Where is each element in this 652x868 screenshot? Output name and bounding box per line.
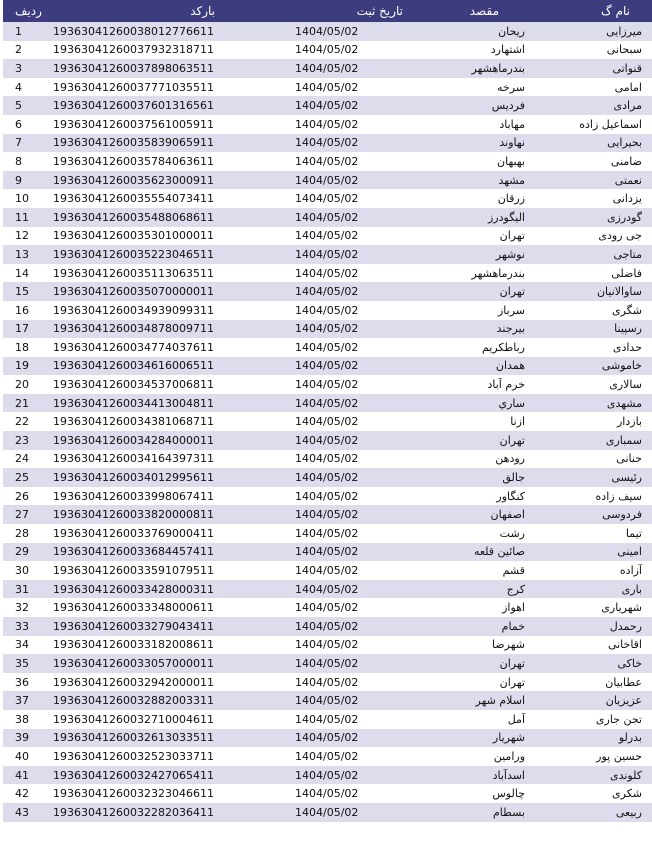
barcode-cell: 19363041260038012776611: [53, 24, 214, 38]
row-number: 18: [15, 340, 29, 354]
row-number: 3: [15, 61, 22, 75]
name-cell: میرزایی: [606, 24, 642, 38]
destination-cell: نوشهر: [495, 247, 525, 261]
row-number: 1: [15, 24, 22, 38]
table-row[interactable]: [3, 710, 652, 729]
destination-cell: جالق: [502, 471, 525, 485]
date-cell: 1404/05/02: [295, 61, 359, 75]
row-number: 41: [15, 768, 29, 782]
barcode-cell: 19363041260033820000811: [53, 508, 214, 522]
row-number: 13: [15, 247, 29, 261]
date-cell: 1404/05/02: [295, 471, 359, 485]
destination-cell: خرم آباد: [487, 378, 525, 392]
name-cell: حدادی: [612, 340, 642, 354]
name-cell: سیف زاده: [595, 489, 642, 503]
destination-cell: بسطام: [492, 805, 525, 819]
row-number: 30: [15, 564, 29, 578]
row-number: 5: [15, 99, 22, 113]
destination-cell: تهران: [499, 285, 525, 299]
date-cell: 1404/05/02: [295, 322, 359, 336]
destination-cell: نهاوند: [499, 136, 525, 150]
table-row[interactable]: [3, 59, 652, 78]
name-cell: حنانی: [616, 452, 642, 466]
name-cell: عطابیان: [605, 675, 642, 689]
barcode-cell: 19363041260035488068611: [53, 210, 214, 224]
table-row[interactable]: [3, 524, 652, 543]
barcode-cell: 19363041260032323046611: [53, 787, 214, 801]
date-cell: 1404/05/02: [295, 619, 359, 633]
date-cell: 1404/05/02: [295, 99, 359, 113]
date-cell: 1404/05/02: [295, 117, 359, 131]
row-number: 39: [15, 731, 29, 745]
table-row[interactable]: [3, 729, 652, 748]
destination-cell: رباطکریم: [481, 340, 525, 354]
destination-cell: زرقان: [497, 192, 525, 206]
row-number: 31: [15, 582, 29, 596]
destination-cell: بندرماهشهر: [471, 266, 525, 280]
barcode-cell: 19363041260032613033511: [53, 731, 214, 745]
barcode-cell: 19363041260035113063511: [53, 266, 214, 280]
table-row[interactable]: [3, 543, 652, 562]
date-cell: 1404/05/02: [295, 229, 359, 243]
header-date[interactable]: تاریخ ثبت: [356, 4, 403, 18]
row-number: 7: [15, 136, 22, 150]
destination-cell: اسدآباد: [492, 768, 525, 782]
barcode-cell: 19363041260034284000011: [53, 433, 214, 447]
date-cell: 1404/05/02: [295, 564, 359, 578]
row-number: 36: [15, 675, 29, 689]
destination-cell: آمل: [507, 712, 525, 726]
name-cell: جی رودی: [598, 229, 642, 243]
row-number: 11: [15, 210, 29, 224]
destination-cell: کنگاور: [496, 489, 525, 503]
table-row[interactable]: [3, 598, 652, 617]
name-cell: شکری: [612, 787, 642, 801]
name-cell: امینی: [617, 545, 642, 559]
name-cell: بدرلو: [618, 731, 642, 745]
barcode-cell: 19363041260035623000911: [53, 173, 214, 187]
date-cell: 1404/05/02: [295, 340, 359, 354]
row-number: 21: [15, 396, 29, 410]
destination-cell: مشهد: [498, 173, 525, 187]
date-cell: 1404/05/02: [295, 192, 359, 206]
date-cell: 1404/05/02: [295, 452, 359, 466]
destination-cell: چالوس: [492, 787, 525, 801]
row-number: 34: [15, 638, 29, 652]
table-row[interactable]: [3, 78, 652, 97]
row-number: 28: [15, 526, 29, 540]
table-row[interactable]: [3, 580, 652, 599]
date-cell: 1404/05/02: [295, 508, 359, 522]
table-row[interactable]: [3, 264, 652, 283]
barcode-cell: 19363041260034413004811: [53, 396, 214, 410]
row-number: 38: [15, 712, 29, 726]
destination-cell: اشتهارد: [490, 43, 525, 57]
barcode-cell: 19363041260034164397311: [53, 452, 214, 466]
table-row[interactable]: [3, 189, 652, 208]
table-row[interactable]: [3, 561, 652, 580]
name-cell: گودرزی: [606, 210, 642, 224]
date-cell: 1404/05/02: [295, 768, 359, 782]
date-cell: 1404/05/02: [295, 526, 359, 540]
row-number: 6: [15, 117, 22, 131]
table-row[interactable]: [3, 505, 652, 524]
row-number: 40: [15, 749, 29, 763]
table-row[interactable]: [3, 784, 652, 803]
barcode-cell: 19363041260032942000011: [53, 675, 214, 689]
row-number: 26: [15, 489, 29, 503]
table-row[interactable]: [3, 152, 652, 171]
row-number: 12: [15, 229, 29, 243]
table-row[interactable]: [3, 320, 652, 339]
barcode-cell: 19363041260032882003311: [53, 694, 214, 708]
barcode-cell: 19363041260034939099311: [53, 303, 214, 317]
barcode-cell: 19363041260032710004611: [53, 712, 214, 726]
row-number: 2: [15, 43, 22, 57]
date-cell: 1404/05/02: [295, 694, 359, 708]
row-number: 17: [15, 322, 29, 336]
table-row[interactable]: [3, 654, 652, 673]
destination-cell: ریحان: [498, 24, 525, 38]
name-cell: آزاده: [619, 564, 642, 578]
table-row[interactable]: [3, 301, 652, 320]
row-number: 10: [15, 192, 29, 206]
name-cell: یزدانی: [612, 192, 642, 206]
date-cell: 1404/05/02: [295, 136, 359, 150]
header-name[interactable]: نام گ: [601, 4, 630, 18]
barcode-cell: 19363041260033182008611: [53, 638, 214, 652]
table-row[interactable]: [3, 41, 652, 60]
name-cell: تیما: [625, 526, 642, 540]
name-cell: کلوندی: [609, 768, 642, 782]
destination-cell: الیگودرز: [487, 210, 525, 224]
date-cell: 1404/05/02: [295, 749, 359, 763]
table-row[interactable]: [3, 617, 652, 636]
name-cell: شهریاری: [601, 601, 642, 615]
date-cell: 1404/05/02: [295, 489, 359, 503]
destination-cell: کرج: [506, 582, 525, 596]
barcode-cell: 19363041260034616006511: [53, 359, 214, 373]
table-row[interactable]: [3, 96, 652, 115]
row-number: 27: [15, 508, 29, 522]
barcode-cell: 19363041260033348000611: [53, 601, 214, 615]
date-cell: 1404/05/02: [295, 805, 359, 819]
destination-cell: خمام: [501, 619, 525, 633]
destination-cell: تهران: [499, 229, 525, 243]
date-cell: 1404/05/02: [295, 303, 359, 317]
table-row[interactable]: [3, 487, 652, 506]
name-cell: حسین پور: [596, 749, 642, 763]
destination-cell: اصفهان: [490, 508, 525, 522]
date-cell: 1404/05/02: [295, 675, 359, 689]
barcode-cell: 19363041260034381068711: [53, 415, 214, 429]
table-header: [3, 0, 652, 22]
name-cell: سالاری: [609, 378, 642, 392]
barcode-cell: 19363041260037771035511: [53, 80, 214, 94]
name-cell: متاجی: [613, 247, 642, 261]
destination-cell: صائین قلعه: [473, 545, 525, 559]
table-row[interactable]: [3, 431, 652, 450]
barcode-cell: 19363041260032427065411: [53, 768, 214, 782]
name-cell: خاموشی: [601, 359, 642, 373]
table-row[interactable]: [3, 22, 652, 41]
name-cell: بازدار: [617, 415, 642, 429]
destination-cell: شهرضا: [491, 638, 525, 652]
table-row[interactable]: [3, 338, 652, 357]
table-row[interactable]: [3, 245, 652, 264]
barcode-cell: 19363041260033998067411: [53, 489, 214, 503]
date-cell: 1404/05/02: [295, 433, 359, 447]
barcode-cell: 19363041260034012995611: [53, 471, 214, 485]
row-number: 24: [15, 452, 29, 466]
row-number: 8: [15, 154, 22, 168]
date-cell: 1404/05/02: [295, 43, 359, 57]
name-cell: فردوسی: [602, 508, 642, 522]
barcode-cell: 19363041260033279043411: [53, 619, 214, 633]
destination-cell: سرباز: [497, 303, 525, 317]
date-cell: 1404/05/02: [295, 154, 359, 168]
table-row[interactable]: [3, 636, 652, 655]
destination-cell: ورامین: [493, 749, 525, 763]
name-cell: عزیزیان: [605, 694, 642, 708]
header-destination[interactable]: مقصد: [469, 4, 499, 18]
barcode-cell: 19363041260033769000411: [53, 526, 214, 540]
destination-cell: بندرماهشهر: [471, 61, 525, 75]
destination-cell: رشت: [499, 526, 525, 540]
destination-cell: ساري: [498, 396, 525, 410]
barcode-cell: 19363041260033684457411: [53, 545, 214, 559]
date-cell: 1404/05/02: [295, 247, 359, 261]
name-cell: تجن جاری: [595, 712, 642, 726]
row-number: 37: [15, 694, 29, 708]
name-cell: نعمتی: [614, 173, 642, 187]
name-cell: ربیعی: [615, 805, 642, 819]
barcode-cell: 19363041260037932318711: [53, 43, 214, 57]
barcode-cell: 19363041260033591079511: [53, 564, 214, 578]
barcode-cell: 19363041260037601316561: [53, 99, 214, 113]
date-cell: 1404/05/02: [295, 545, 359, 559]
barcode-cell: 19363041260034537006811: [53, 378, 214, 392]
row-number: 43: [15, 805, 29, 819]
table-row[interactable]: [3, 282, 652, 301]
name-cell: سمباری: [605, 433, 642, 447]
table-body: [3, 22, 652, 822]
table-row[interactable]: [3, 171, 652, 190]
name-cell: سبحانی: [606, 43, 642, 57]
date-cell: 1404/05/02: [295, 601, 359, 615]
name-cell: ساوالانیان: [596, 285, 642, 299]
table-row[interactable]: [3, 394, 652, 413]
destination-cell: شهریار: [492, 731, 525, 745]
table-row[interactable]: [3, 803, 652, 822]
name-cell: باری: [621, 582, 642, 596]
row-number: 16: [15, 303, 29, 317]
name-cell: اقاخانی: [607, 638, 642, 652]
table-row[interactable]: [3, 412, 652, 431]
destination-cell: اهواز: [502, 601, 525, 615]
row-number: 15: [15, 285, 29, 299]
barcode-cell: 19363041260032523033711: [53, 749, 214, 763]
table-row[interactable]: [3, 468, 652, 487]
shipments-table: [3, 0, 652, 822]
header-row: [3, 0, 652, 22]
table-row[interactable]: [3, 375, 652, 394]
name-cell: قنواتی: [612, 61, 642, 75]
barcode-cell: 19363041260034878009711: [53, 322, 214, 336]
barcode-cell: 19363041260035301000011: [53, 229, 214, 243]
date-cell: 1404/05/02: [295, 285, 359, 299]
date-cell: 1404/05/02: [295, 378, 359, 392]
barcode-cell: 19363041260037898063511: [53, 61, 214, 75]
barcode-cell: 19363041260035223046511: [53, 247, 214, 261]
date-cell: 1404/05/02: [295, 210, 359, 224]
row-number: 33: [15, 619, 29, 633]
name-cell: رسپینا: [614, 322, 642, 336]
name-cell: مشهدی: [606, 396, 642, 410]
row-number: 20: [15, 378, 29, 392]
barcode-cell: 19363041260035070000011: [53, 285, 214, 299]
destination-cell: قشم: [502, 564, 525, 578]
table-row[interactable]: [3, 691, 652, 710]
table-row[interactable]: [3, 208, 652, 227]
barcode-cell: 19363041260035554073411: [53, 192, 214, 206]
date-cell: 1404/05/02: [295, 582, 359, 596]
barcode-cell: 19363041260037561005911: [53, 117, 214, 131]
date-cell: 1404/05/02: [295, 359, 359, 373]
row-number: 42: [15, 787, 29, 801]
table-row[interactable]: [3, 673, 652, 692]
barcode-cell: 19363041260034774037611: [53, 340, 214, 354]
table-row[interactable]: [3, 450, 652, 469]
date-cell: 1404/05/02: [295, 731, 359, 745]
destination-cell: همدان: [495, 359, 525, 373]
row-number: 35: [15, 656, 29, 670]
destination-cell: فردیس: [491, 99, 525, 113]
name-cell: مرادی: [613, 99, 642, 113]
name-cell: امامی: [614, 80, 642, 94]
barcode-cell: 19363041260033428000311: [53, 582, 214, 596]
table-row[interactable]: [3, 766, 652, 785]
table-row[interactable]: [3, 227, 652, 246]
destination-cell: بیرجند: [496, 322, 525, 336]
name-cell: بحیرایی: [607, 136, 642, 150]
name-cell: فاضلی: [611, 266, 642, 280]
destination-cell: مهاباد: [499, 117, 525, 131]
date-cell: 1404/05/02: [295, 638, 359, 652]
barcode-cell: 19363041260033057000011: [53, 656, 214, 670]
date-cell: 1404/05/02: [295, 80, 359, 94]
row-number: 29: [15, 545, 29, 559]
row-number: 22: [15, 415, 29, 429]
name-cell: اسماعیل زاده: [579, 117, 642, 131]
date-cell: 1404/05/02: [295, 787, 359, 801]
row-number: 19: [15, 359, 29, 373]
row-number: 4: [15, 80, 22, 94]
date-cell: 1404/05/02: [295, 24, 359, 38]
barcode-cell: 19363041260035784063611: [53, 154, 214, 168]
row-number: 32: [15, 601, 29, 615]
destination-cell: ازنا: [510, 415, 525, 429]
barcode-cell: 19363041260035839065911: [53, 136, 214, 150]
destination-cell: سرخه: [497, 80, 525, 94]
date-cell: 1404/05/02: [295, 712, 359, 726]
name-cell: شگری: [612, 303, 642, 317]
name-cell: رئیسی: [611, 471, 642, 485]
date-cell: 1404/05/02: [295, 266, 359, 280]
table-row[interactable]: [3, 747, 652, 766]
destination-cell: رودهن: [495, 452, 525, 466]
destination-cell: بهبهان: [497, 154, 525, 168]
header-row-number[interactable]: ردیف: [15, 4, 42, 18]
row-number: 14: [15, 266, 29, 280]
destination-cell: تهران: [499, 675, 525, 689]
table-row[interactable]: [3, 357, 652, 376]
table-row[interactable]: [3, 115, 652, 134]
name-cell: ضامنی: [610, 154, 642, 168]
barcode-cell: 19363041260032282036411: [53, 805, 214, 819]
name-cell: خاکی: [617, 656, 642, 670]
name-cell: رحمدل: [609, 619, 642, 633]
destination-cell: اسلام شهر: [475, 694, 525, 708]
destination-cell: تهران: [499, 433, 525, 447]
row-number: 9: [15, 173, 22, 187]
date-cell: 1404/05/02: [295, 396, 359, 410]
date-cell: 1404/05/02: [295, 415, 359, 429]
row-number: 23: [15, 433, 29, 447]
header-barcode[interactable]: بارکد: [190, 4, 215, 18]
table-row[interactable]: [3, 134, 652, 153]
row-number: 25: [15, 471, 29, 485]
destination-cell: تهران: [499, 656, 525, 670]
date-cell: 1404/05/02: [295, 656, 359, 670]
date-cell: 1404/05/02: [295, 173, 359, 187]
